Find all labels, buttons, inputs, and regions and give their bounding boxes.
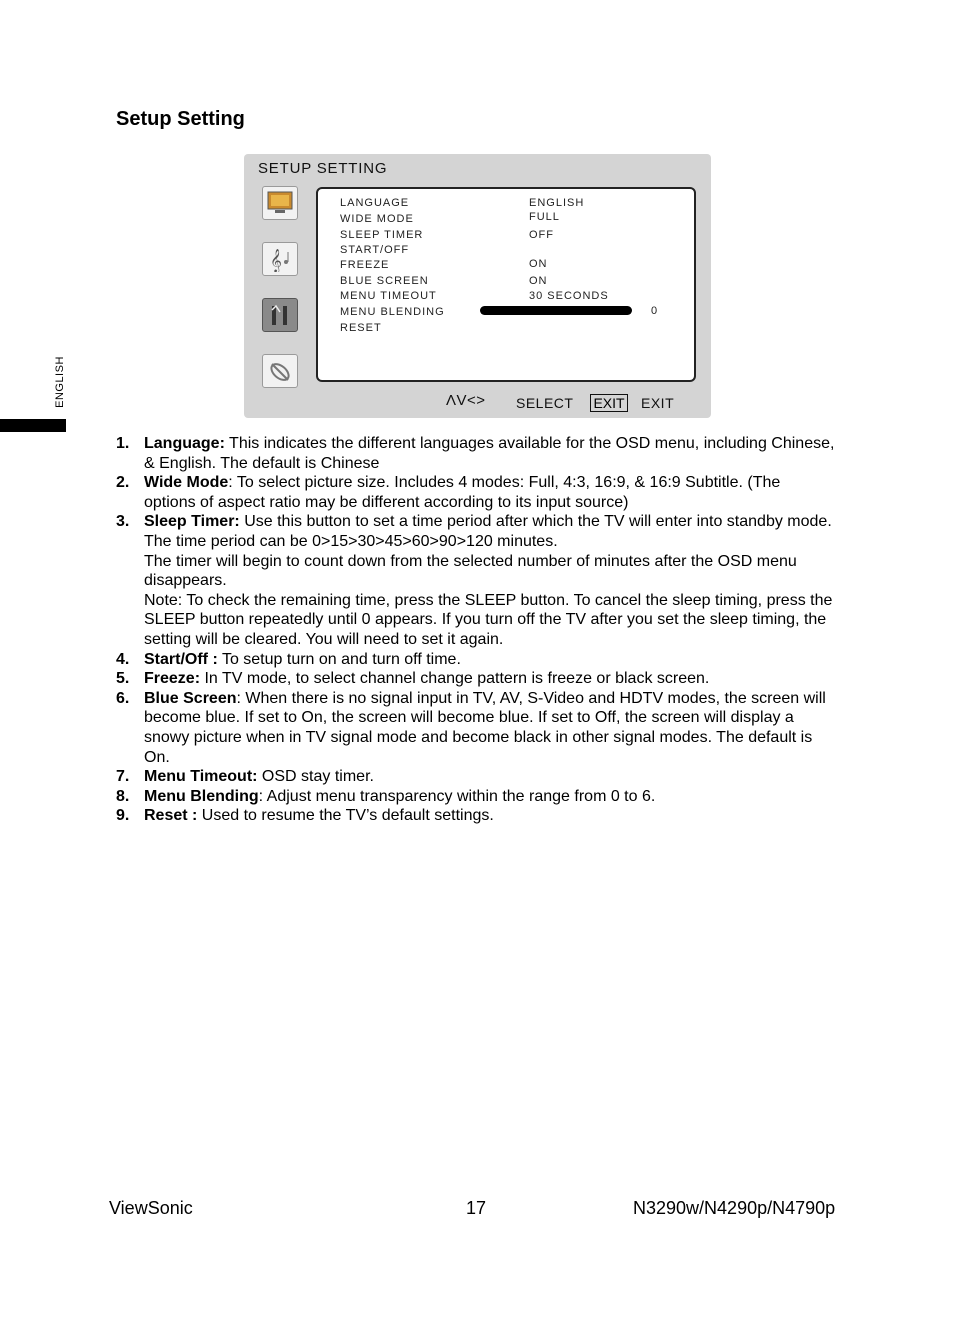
osd-row-label: START/OFF xyxy=(340,244,410,256)
item-term: Menu Timeout: xyxy=(144,768,258,786)
osd-row-label: WIDE MODE xyxy=(340,213,414,225)
osd-title: SETUP SETTING xyxy=(258,160,388,177)
list-item xyxy=(116,512,836,649)
osd-row-label: FREEZE xyxy=(340,259,390,271)
osd-row-label: BLUE SCREEN xyxy=(340,275,429,287)
page-title: Setup Setting xyxy=(116,108,245,130)
picture-icon xyxy=(262,186,298,220)
osd-row-label: MENU TIMEOUT xyxy=(340,290,437,302)
item-number: 8. xyxy=(116,787,130,805)
item-text: : To select picture size. Includes 4 modes: Full, 4:3, 16:9, & 16:9 Subtitle. (The options of aspect ratio may be different according to its input source) xyxy=(144,474,781,511)
list-item xyxy=(116,689,836,767)
item-number: 4. xyxy=(116,650,130,668)
menu-blending-slider xyxy=(480,306,632,315)
list-item xyxy=(116,669,836,689)
side-label-text: ENGLISH xyxy=(54,356,66,408)
osd-row-value: 30 SECONDS xyxy=(529,290,609,302)
list-item xyxy=(116,473,836,512)
item-extra-text: The timer will begin to count down from the selected number of minutes after the OSD menu disappears. xyxy=(144,552,797,590)
item-term: Freeze: xyxy=(144,670,201,688)
osd-row-value: ON xyxy=(529,258,548,270)
osd-row-label: LANGUAGE xyxy=(340,197,410,209)
osd-row-value: ON xyxy=(529,275,548,287)
item-number: 6. xyxy=(116,689,130,707)
item-text: This indicates the different languages available for the OSD menu, including Chinese, & English. The default is Chinese xyxy=(144,435,835,472)
item-term: Reset : xyxy=(144,807,198,825)
setup-icon xyxy=(262,298,298,332)
item-number: 7. xyxy=(116,768,130,786)
item-term: Menu Blending xyxy=(144,787,259,805)
item-number: 9. xyxy=(116,807,130,825)
item-text: OSD stay timer. xyxy=(257,768,374,786)
item-term: Start/Off : xyxy=(144,650,218,668)
exit-key: EXIT xyxy=(590,394,628,412)
select-label: SELECT xyxy=(516,395,574,411)
side-tab-marker xyxy=(0,419,66,432)
audio-icon xyxy=(262,242,298,276)
item-note-text: Note: To check the remaining time, press the SLEEP button. To cancel the sleep timing, press the SLEEP button repeatedly until 0 appears. If you turn off the TV after you set the sleep timing, the setting will be cleared. You will need to set it again. xyxy=(144,591,833,648)
nav-arrows: ΛV<> xyxy=(446,392,486,409)
list-item xyxy=(116,787,836,807)
item-number: 1. xyxy=(116,435,130,452)
item-text: : Adjust menu transparency within the range from 0 to 6. xyxy=(258,787,656,805)
item-term: Language: xyxy=(144,435,225,452)
item-term: Sleep Timer: xyxy=(144,513,240,531)
footer-page-number: 17 xyxy=(466,1198,487,1218)
item-text: In TV mode, to select channel change pattern is freeze or black screen. xyxy=(200,670,710,688)
side-language-label xyxy=(53,351,67,413)
osd-row-value: FULL xyxy=(529,211,560,223)
list-item xyxy=(116,650,836,670)
settings-description-list xyxy=(116,434,836,826)
footer-brand: ViewSonic xyxy=(109,1198,193,1218)
list-item xyxy=(116,767,836,787)
item-number: 3. xyxy=(116,513,130,531)
list-item xyxy=(116,434,836,473)
osd-row-label: SLEEP TIMER xyxy=(340,229,424,241)
item-number: 2. xyxy=(116,474,130,492)
osd-row-label: MENU BLENDING xyxy=(340,306,445,318)
item-number: 5. xyxy=(116,670,130,688)
osd-row-value: OFF xyxy=(529,229,554,241)
footer-model: N3290w/N4290p/N4790p xyxy=(633,1198,836,1218)
osd-row-value: ENGLISH xyxy=(529,197,585,209)
item-term: Blue Screen xyxy=(144,689,237,707)
osd-settings-panel xyxy=(316,187,696,382)
item-text: To setup turn on and turn off time. xyxy=(217,650,461,668)
osd-menu-screenshot xyxy=(244,154,711,418)
satellite-icon xyxy=(262,354,298,388)
menu-blending-value: 0 xyxy=(651,305,658,317)
item-text: : When there is no signal input in TV, AV, S-Video and HDTV modes, the screen will become blue. If set to On, the screen will become blue. If set to Off, the screen will display a snowy picture when in TV signal mode and become black in other signal modes. The default is On. xyxy=(144,689,826,766)
exit-label: EXIT xyxy=(641,395,675,411)
osd-row-label: RESET xyxy=(340,322,382,334)
item-text: Use this button to set a time period after which the TV will enter into standby mode. The time period can be 0>15>30>45>60>90>120 minutes. xyxy=(144,513,832,550)
item-text: Used to resume the TV’s default settings. xyxy=(197,807,494,825)
svg-text:𝄞: 𝄞 xyxy=(270,248,282,272)
list-item xyxy=(116,806,836,826)
item-term: Wide Mode xyxy=(144,474,229,492)
